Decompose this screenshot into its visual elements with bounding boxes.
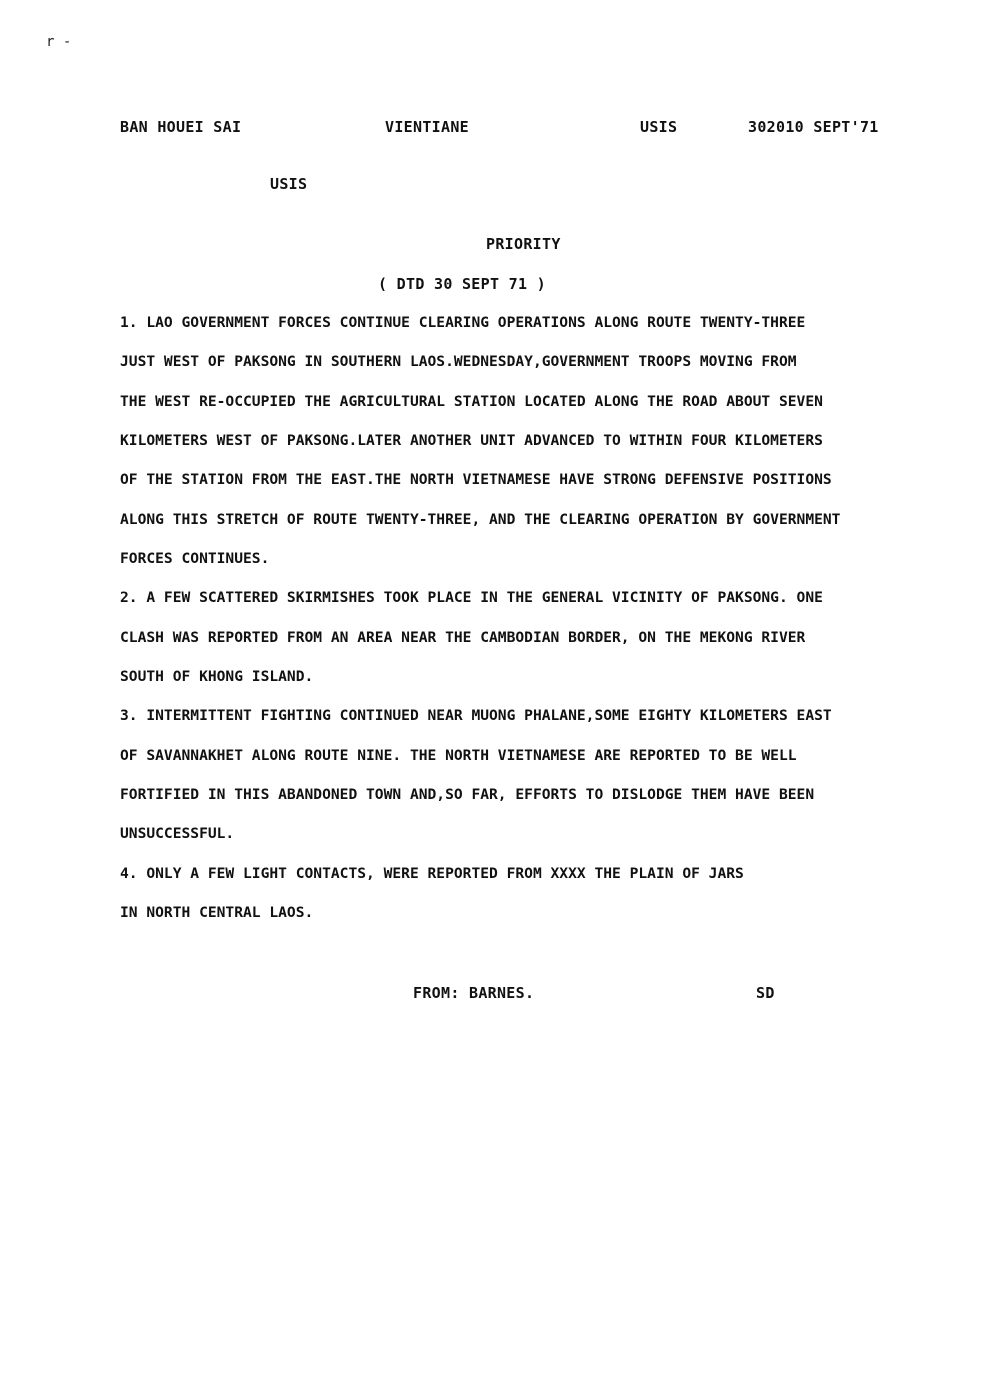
body-line: SOUTH OF KHONG ISLAND. — [120, 668, 314, 685]
header-origin: BAN HOUEI SAI — [120, 118, 242, 136]
body-line: 3. INTERMITTENT FIGHTING CONTINUED NEAR MUONG PHALANE,SOME EIGHTY KILOMETERS EAST — [120, 707, 832, 724]
footer-from: FROM: BARNES. — [413, 984, 535, 1002]
footer-initials: SD — [756, 984, 775, 1002]
body-line: 1. LAO GOVERNMENT FORCES CONTINUE CLEARING OPERATIONS ALONG ROUTE TWENTY-THREE — [120, 314, 806, 331]
body-line: KILOMETERS WEST OF PAKSONG.LATER ANOTHER UNIT ADVANCED TO WITHIN FOUR KILOMETERS — [120, 432, 823, 449]
body-line: IN NORTH CENTRAL LAOS. — [120, 904, 314, 921]
stray-mark-top-left: r - — [46, 34, 72, 50]
body-line: ALONG THIS STRETCH OF ROUTE TWENTY-THREE, AND THE CLEARING OPERATION BY GOVERNMENT — [120, 511, 841, 528]
precedence: PRIORITY — [486, 235, 561, 253]
header-date-time-group: 302010 SEPT'71 — [748, 118, 879, 136]
addressee: USIS — [270, 175, 308, 193]
body-line: OF THE STATION FROM THE EAST.THE NORTH VIETNAMESE HAVE STRONG DEFENSIVE POSITIONS — [120, 471, 832, 488]
body-line: FORTIFIED IN THIS ABANDONED TOWN AND,SO FAR, EFFORTS TO DISLODGE THEM HAVE BEEN — [120, 786, 815, 803]
body-line: FORCES CONTINUES. — [120, 550, 270, 567]
body-line: JUST WEST OF PAKSONG IN SOUTHERN LAOS.WEDNESDAY,GOVERNMENT TROOPS MOVING FROM — [120, 353, 797, 370]
header-agency: USIS — [640, 118, 678, 136]
body-line: UNSUCCESSFUL. — [120, 825, 235, 842]
body-line: CLASH WAS REPORTED FROM AN AREA NEAR THE CAMBODIAN BORDER, ON THE MEKONG RIVER — [120, 629, 806, 646]
body-line: OF SAVANNAKHET ALONG ROUTE NINE. THE NORTH VIETNAMESE ARE REPORTED TO BE WELL — [120, 747, 797, 764]
body-line: THE WEST RE-OCCUPIED THE AGRICULTURAL STATION LOCATED ALONG THE ROAD ABOUT SEVEN — [120, 393, 823, 410]
dated-line: ( DTD 30 SEPT 71 ) — [378, 275, 546, 293]
body-line: 2. A FEW SCATTERED SKIRMISHES TOOK PLACE IN THE GENERAL VICINITY OF PAKSONG. ONE — [120, 589, 823, 606]
header-destination: VIENTIANE — [385, 118, 469, 136]
body-line: 4. ONLY A FEW LIGHT CONTACTS, WERE REPORTED FROM XXXX THE PLAIN OF JARS — [120, 865, 744, 882]
